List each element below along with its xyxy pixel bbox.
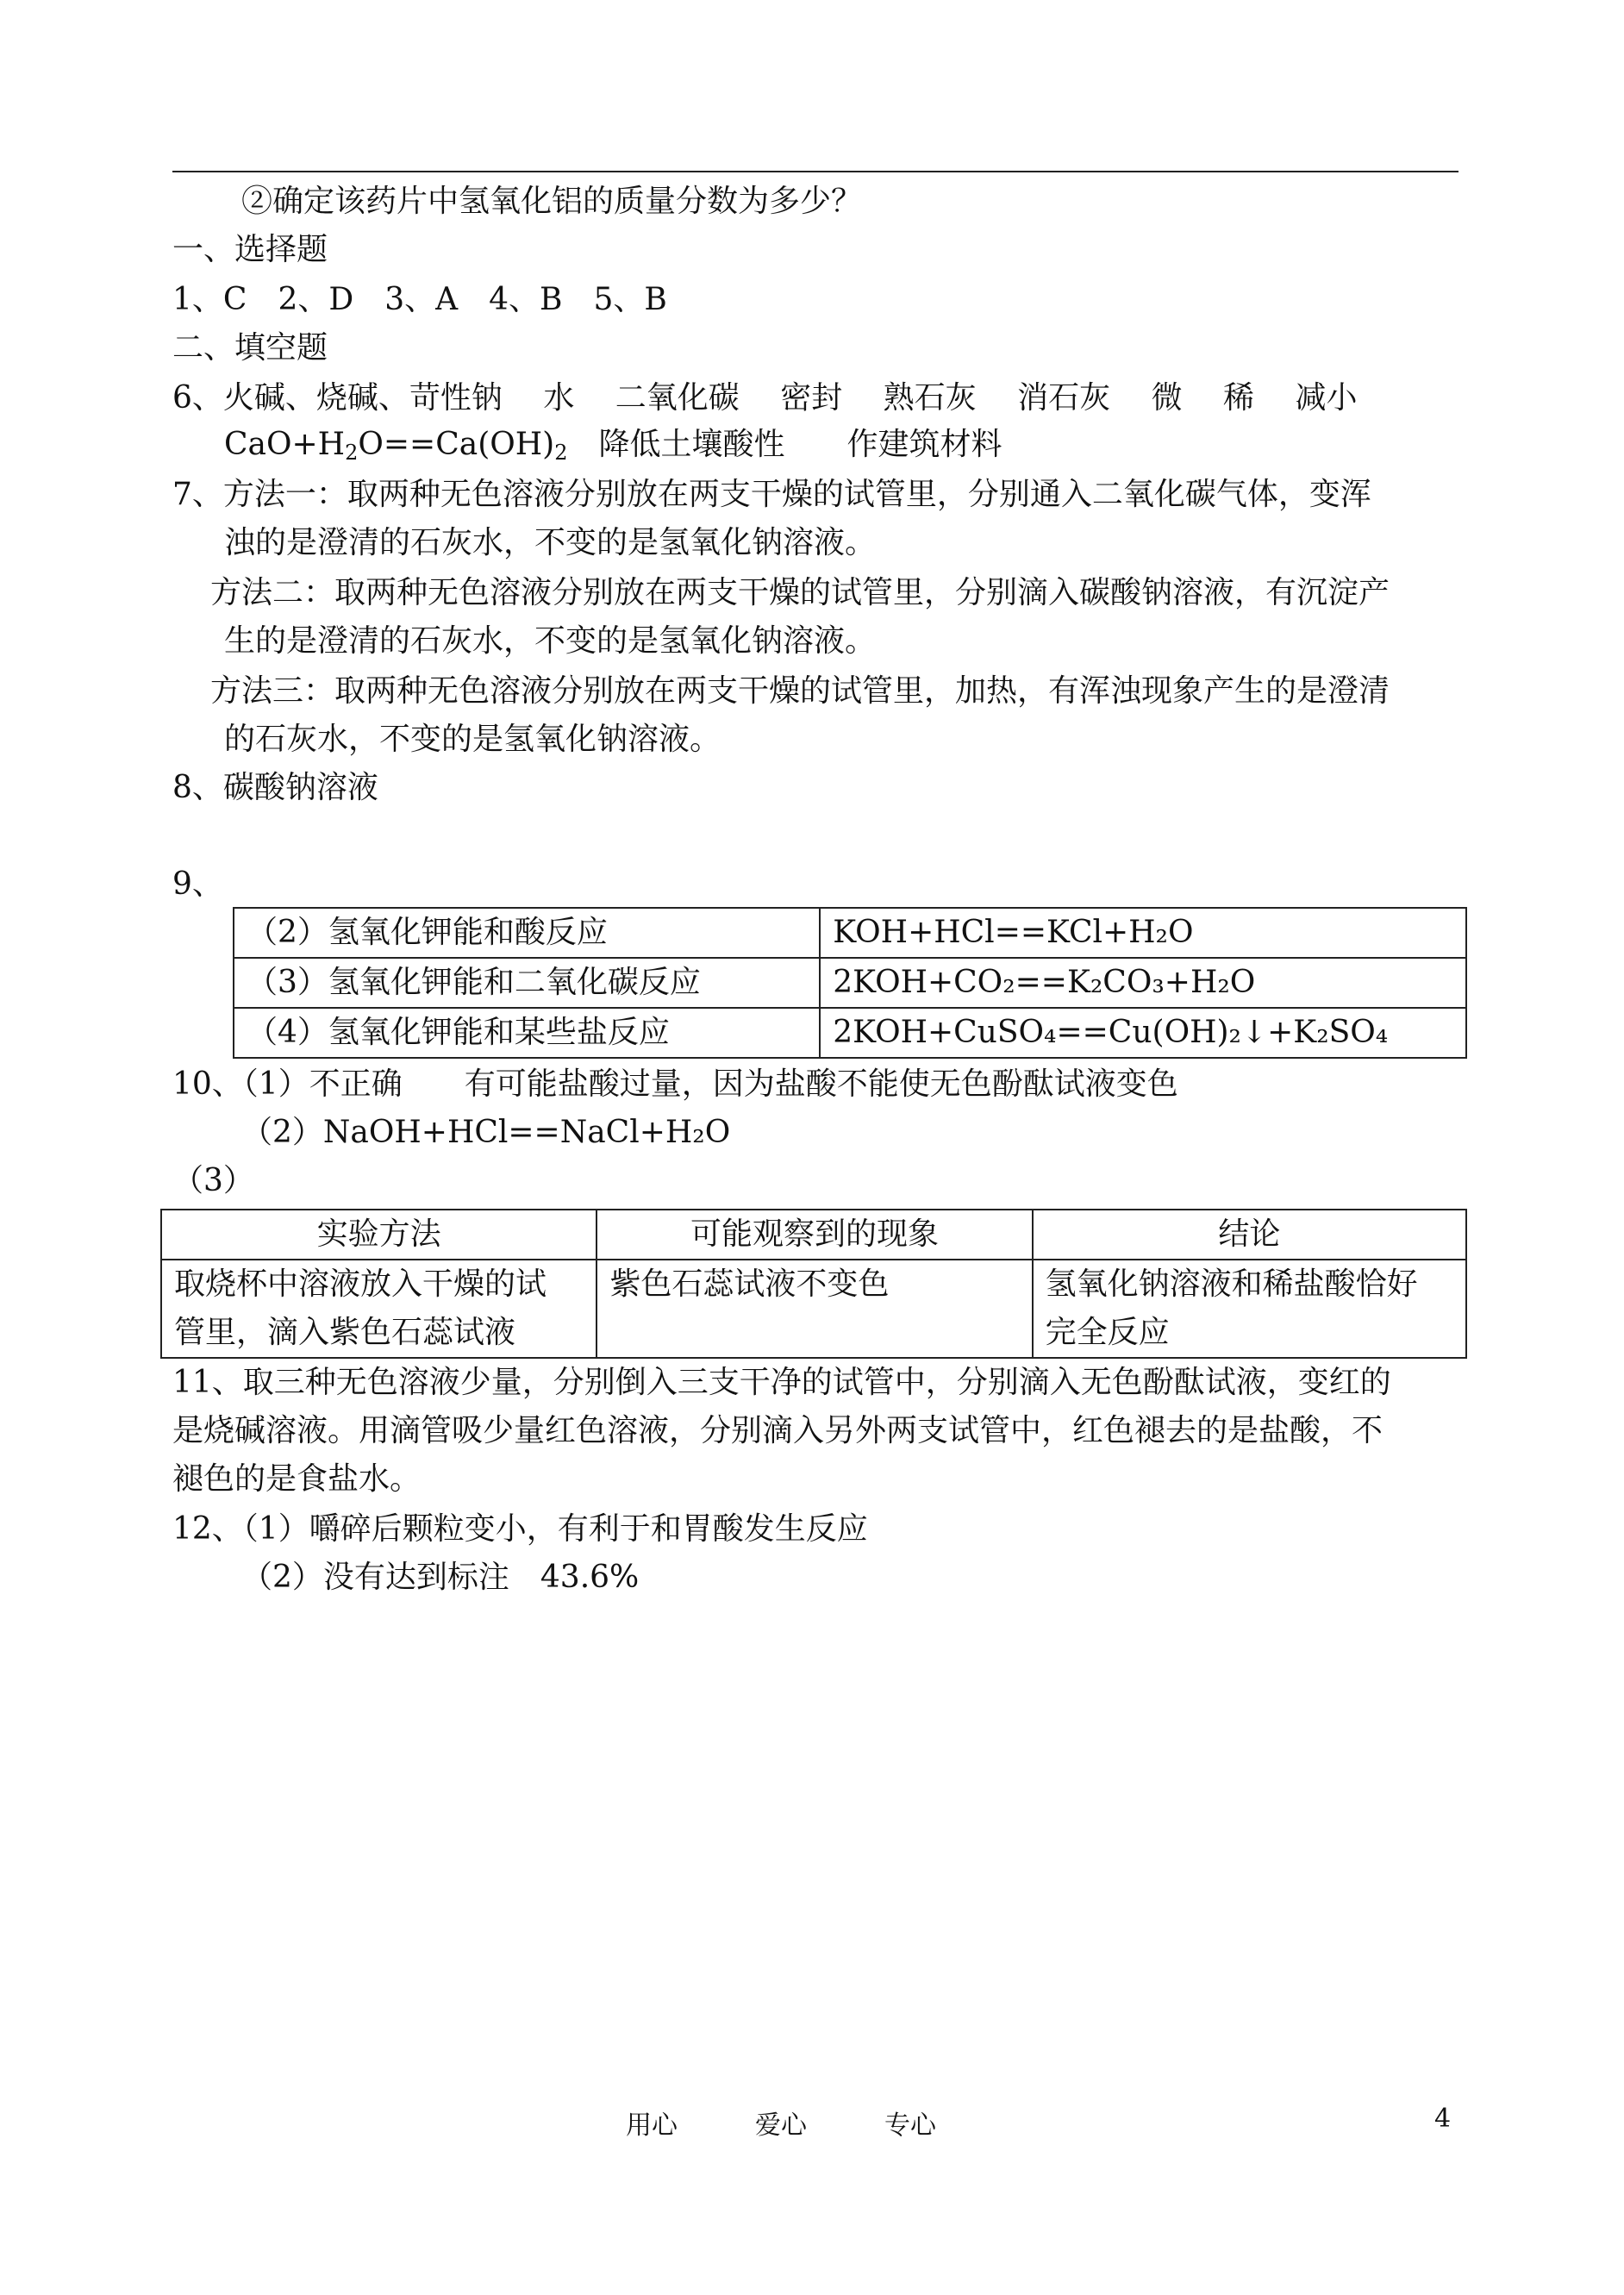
q10-part3-label: （3）: [172, 1163, 254, 1198]
cell-observation: 紫色石蕊试液不变色: [597, 1260, 1032, 1358]
header-conclusion: 结论: [1033, 1210, 1466, 1260]
choice-answers: 1、C 2、D 3、A 4、B 5、B: [172, 282, 667, 317]
q6-rest: 降低土壤酸性 作建筑材料: [567, 427, 1003, 462]
q10-part2: （2）NaOH+HCl==NaCl+H₂O: [241, 1115, 731, 1150]
method-line-b: 管里，滴入紫色石蕊试液: [174, 1315, 516, 1350]
q9-desc: （3）氢氧化钾能和二氧化碳反应: [234, 958, 820, 1008]
q9-desc: （2）氢氧化钾能和酸反应: [234, 908, 820, 958]
header-observation: 可能观察到的现象: [597, 1210, 1032, 1260]
q7-method3-a: 方法三：取两种无色溶液分别放在两支干燥的试管里，加热，有浑浊现象产生的是澄清: [210, 673, 1390, 709]
method-line-a: 取烧杯中溶液放入干燥的试: [174, 1266, 547, 1302]
q10-table: [160, 1209, 1467, 1359]
question-tail: ②确定该药片中氢氧化铝的质量分数为多少？: [241, 184, 863, 219]
q6-line2: $CaO+H_2O==Ca(OH)_2$ 降低土壤酸性 作建筑材料: [224, 427, 1003, 465]
table-row: [234, 908, 1466, 958]
cell-conclusion: [1033, 1260, 1466, 1358]
page-number: 4: [1434, 2104, 1452, 2134]
conclusion-line-b: 完全反应: [1045, 1315, 1170, 1350]
section-fill-title: 二、填空题: [172, 330, 328, 366]
q11-line-b: 是烧碱溶液。用滴管吸少量红色溶液，分别滴入另外两支试管中，红色褪去的是盐酸，不: [172, 1413, 1384, 1448]
q9-desc: （4）氢氧化钾能和某些盐反应: [234, 1008, 820, 1058]
q9-eq: 2KOH+CO₂==K₂CO₃+H₂O: [820, 958, 1466, 1008]
table-header-row: [161, 1210, 1466, 1260]
q7-method1-a: 7、方法一：取两种无色溶液分别放在两支干燥的试管里，分别通入二氧化碳气体，变浑: [172, 477, 1371, 512]
conclusion-line-a: 氢氧化钠溶液和稀盐酸恰好: [1045, 1266, 1418, 1302]
q12-line-a: 12、（1）嚼碎后颗粒变小，有利于和胃酸发生反应: [172, 1511, 868, 1547]
q6-line1: 6、火碱、烧碱、苛性钠 水 二氧化碳 密封 熟石灰 消石灰 微 稀 减小: [172, 380, 1358, 416]
q9-eq: 2KOH+CuSO₄==Cu(OH)₂↓+K₂SO₄: [820, 1008, 1466, 1058]
table-row: [234, 1008, 1466, 1058]
header-method: 实验方法: [161, 1210, 597, 1260]
q7-method2-b: 生的是澄清的石灰水，不变的是氢氧化钠溶液。: [224, 623, 877, 659]
q9-label: 9、: [172, 866, 223, 902]
q8-answer: 8、碳酸钠溶液: [172, 770, 378, 805]
q7-method1-b: 浊的是澄清的石灰水，不变的是氢氧化钠溶液。: [224, 525, 877, 560]
cell-method: [161, 1260, 597, 1358]
section-choice-title: 一、选择题: [172, 232, 328, 267]
q12-line-b: （2）没有达到标注 43.6%: [241, 1560, 640, 1595]
footer-motto-2: 爱心: [755, 2111, 807, 2141]
q6-eq-b: O==Ca(OH): [358, 427, 555, 462]
q11-line-a: 11、取三种无色溶液少量，分别倒入三支干净的试管中，分别滴入无色酚酞试液，变红的: [172, 1365, 1391, 1400]
q9-table: [233, 907, 1467, 1059]
table-row: [161, 1260, 1466, 1358]
q6-eq-a: CaO+H: [224, 427, 346, 462]
q11-line-c: 褪色的是食盐水。: [172, 1461, 422, 1497]
q9-eq: KOH+HCl==KCl+H₂O: [820, 908, 1466, 958]
q7-method3-b: 的石灰水，不变的是氢氧化钠溶液。: [224, 722, 721, 757]
footer-motto-3: 专心: [884, 2111, 936, 2141]
q7-method2-a: 方法二：取两种无色溶液分别放在两支干燥的试管里，分别滴入碳酸钠溶液，有沉淀产: [210, 575, 1390, 610]
header-rule: [172, 171, 1458, 172]
q10-part1: 10、（1）不正确 有可能盐酸过量，因为盐酸不能使无色酚酞试液变色: [172, 1066, 1178, 1102]
q6-eq-sub: 2: [554, 441, 568, 465]
footer-motto-1: 用心: [626, 2111, 678, 2141]
table-row: [234, 958, 1466, 1008]
